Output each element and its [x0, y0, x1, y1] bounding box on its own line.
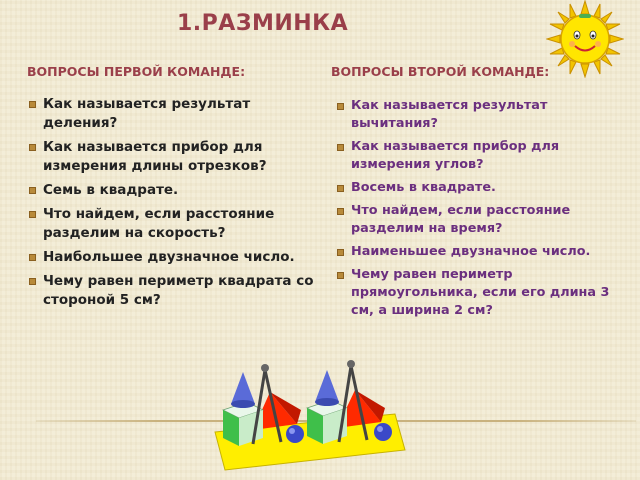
- list-item: Как называется прибор для измерения длины отрезков?: [29, 138, 319, 176]
- list-item: Наименьшее двузначное число.: [337, 243, 619, 261]
- list-item: Наибольшее двузначное число.: [29, 248, 319, 267]
- geometry-shapes-icon: [205, 352, 415, 477]
- list-item: Восемь в квадрате.: [337, 179, 619, 197]
- list-item: Что найдем, если расстояние разделим на скорость?: [29, 205, 319, 243]
- second-team-header: ВОПРОСЫ ВТОРОЙ КОМАНДЕ:: [331, 64, 550, 79]
- sun-icon: [546, 0, 624, 78]
- list-item: Как называется результат деления?: [29, 95, 319, 133]
- slide-title: 1.РАЗМИНКА: [177, 11, 349, 36]
- second-team-questions: [337, 97, 619, 325]
- list-item: Как называется прибор для измерения углов?: [337, 138, 619, 174]
- list-item: Чему равен периметр квадрата со стороной 5 см?: [29, 272, 319, 310]
- list-item: Что найдем, если расстояние разделим на время?: [337, 202, 619, 238]
- list-item: Чему равен периметр прямоугольника, если его длина 3 см, а ширина 2 см?: [337, 266, 619, 320]
- list-item: Как называется результат вычитания?: [337, 97, 619, 133]
- first-team-questions: [29, 95, 319, 315]
- list-item: Семь в квадрате.: [29, 181, 319, 200]
- first-team-header: ВОПРОСЫ ПЕРВОЙ КОМАНДЕ:: [27, 64, 246, 79]
